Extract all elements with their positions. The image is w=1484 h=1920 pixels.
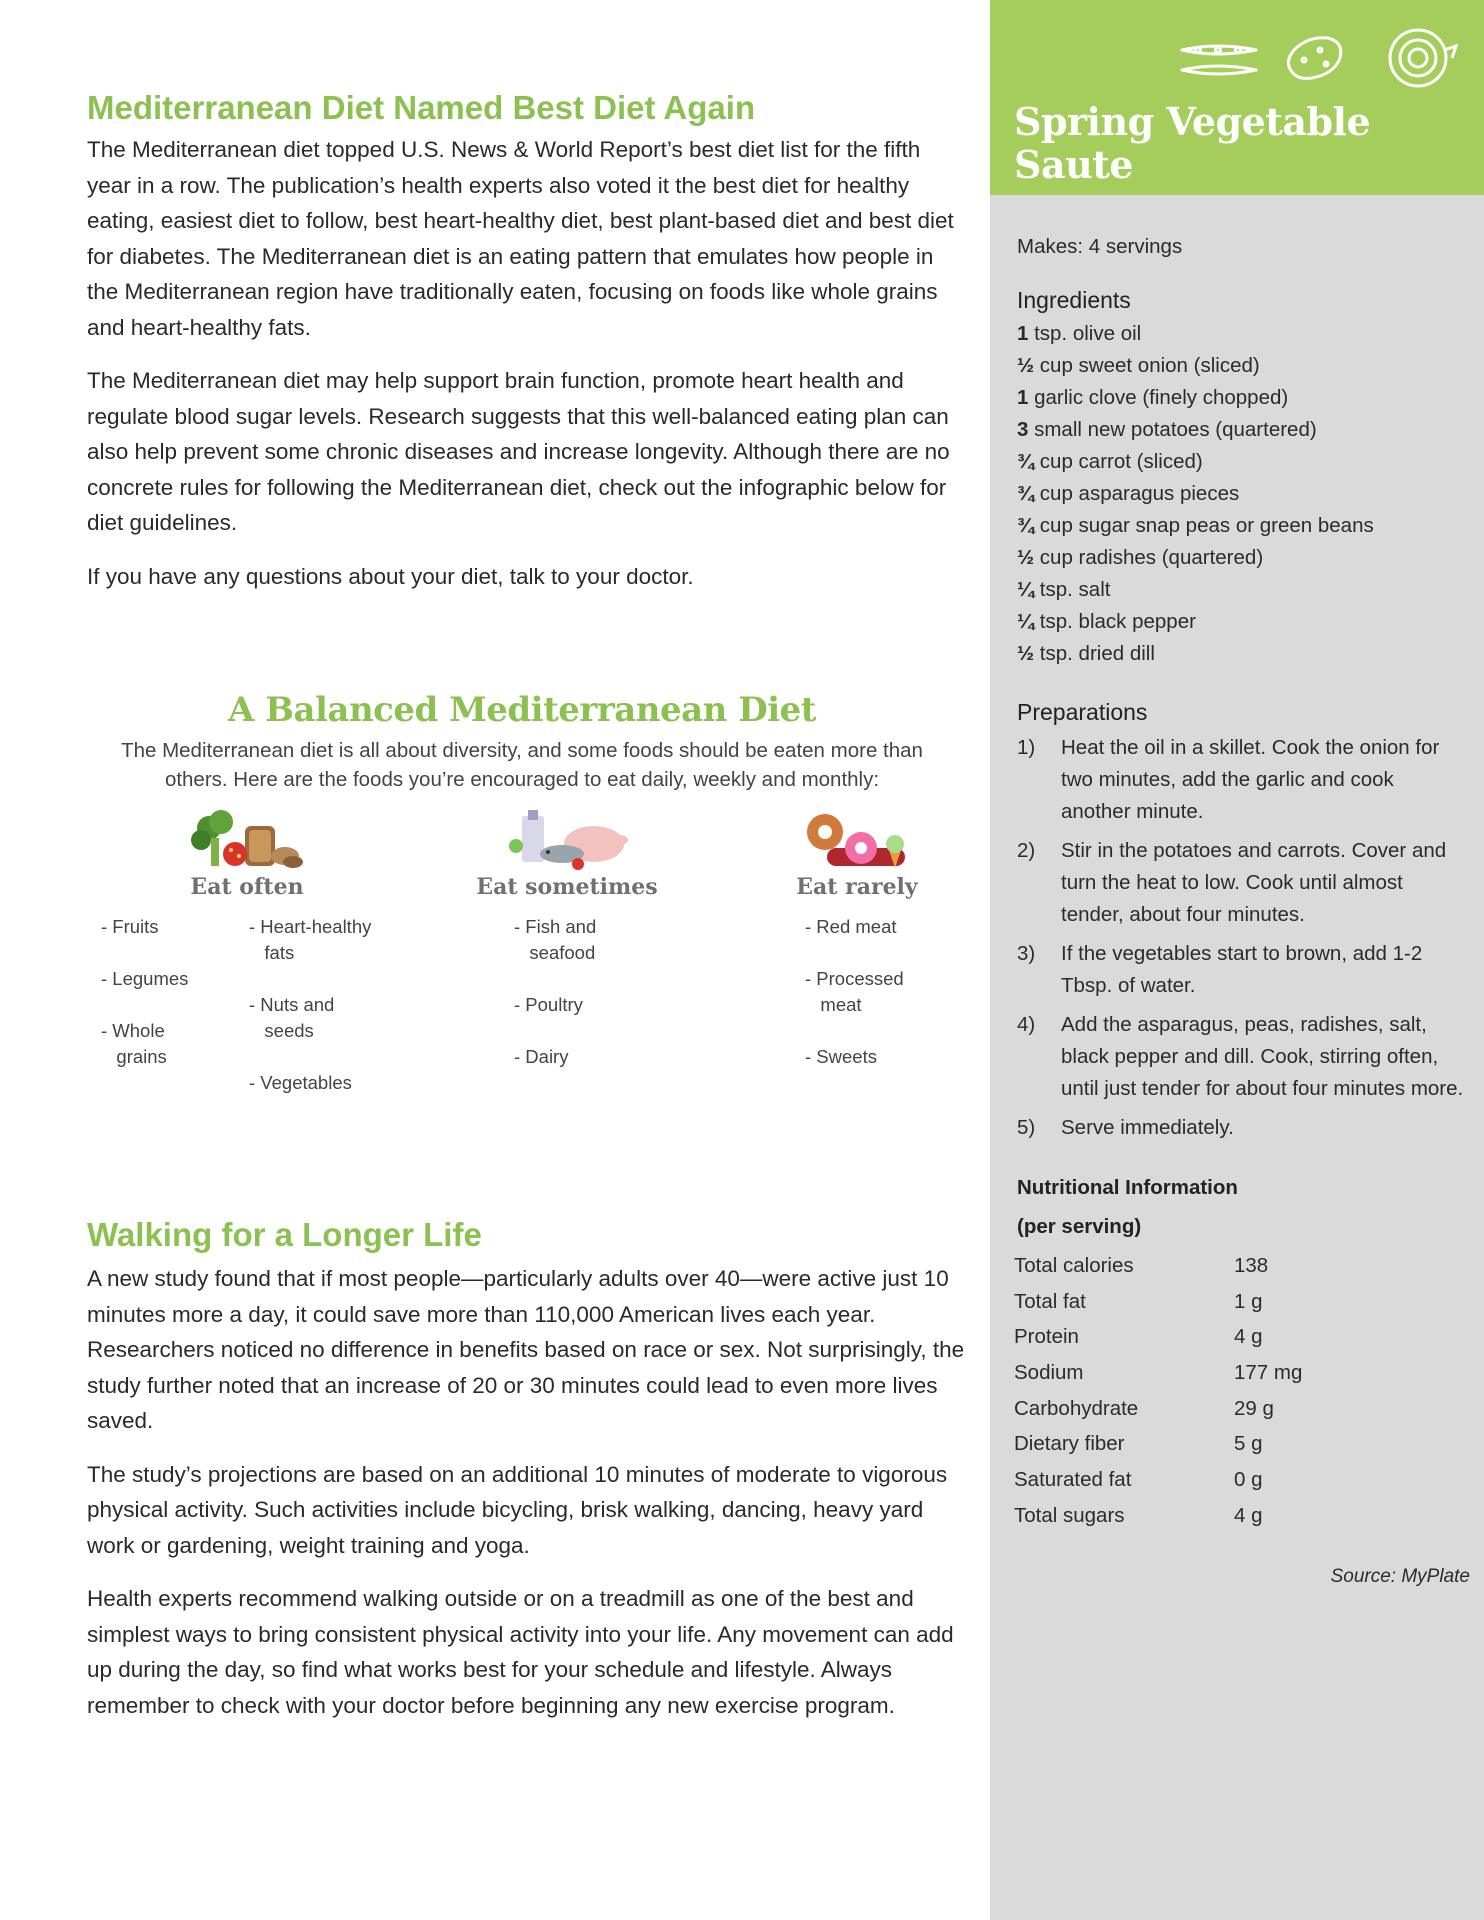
ingredient-qty: ¾ — [1017, 482, 1035, 505]
recipe-header — [990, 0, 1484, 195]
ingredient-text: tsp. dried dill — [1034, 642, 1155, 665]
eat-rarely-heading: Eat rarely — [796, 874, 918, 900]
ingredient-text: tsp. olive oil — [1028, 322, 1142, 345]
nutrition-subheading: (per serving) — [1017, 1215, 1142, 1238]
ingredient-item — [1017, 414, 1467, 446]
article-title: Mediterranean Diet Named Best Diet Again — [87, 89, 756, 126]
preparation-step — [1017, 732, 1467, 828]
food-list-item: fats — [249, 942, 295, 963]
step-number: 3) — [1017, 942, 1036, 965]
nutrition-label: Carbohydrate — [1014, 1396, 1139, 1420]
ingredient-item — [1017, 478, 1467, 510]
step-number: 1) — [1017, 736, 1036, 759]
ingredient-item — [1017, 638, 1467, 670]
recipe-sidebar — [990, 0, 1484, 1920]
ingredient-text: tsp. salt — [1034, 578, 1111, 601]
step-text: Heat the oil in a skillet. Cook the onion for two minutes, add the garlic and cook another minute. — [1061, 736, 1440, 823]
ingredient-qty: ½ — [1017, 642, 1035, 665]
nutrition-block — [1014, 1168, 1467, 1534]
nutrition-value: 138 — [1234, 1253, 1269, 1277]
preparation-step — [1017, 1112, 1467, 1144]
ingredient-item — [1017, 606, 1467, 638]
ingredient-qty: ¾ — [1017, 514, 1035, 537]
nutrition-label: Protein — [1014, 1325, 1079, 1349]
produce-bread-icon — [187, 810, 307, 872]
food-list-item: seeds — [249, 1020, 314, 1041]
food-list-item: - Dairy — [514, 1046, 569, 1067]
article-paragraph: Health experts recommend walking outside or on a treadmill as one of the best and simplest ways to bring consistent physical activity into your life. Any movement can add up during the day, so find what works best for your schedule and lifestyle. Always remember to check with your doctor before beginning any new exercise program. — [87, 1586, 954, 1718]
article-paragraph: If you have any questions about your diet, talk to your doctor. — [87, 563, 694, 589]
ingredient-qty: 1 — [1017, 322, 1029, 345]
step-number: 2) — [1017, 839, 1036, 862]
step-text: Add the asparagus, peas, radishes, salt, black pepper and dill. Cook, stirring often, until just tender for about four minutes more. — [1061, 1013, 1464, 1100]
food-list-item: - Sweets — [805, 1046, 877, 1067]
ingredient-text: cup radishes (quartered) — [1034, 546, 1264, 569]
food-list-item — [101, 992, 188, 1018]
article-walking — [87, 1215, 967, 1723]
nutrition-value: 4 g — [1234, 1325, 1263, 1349]
fish-poultry-icon — [502, 810, 632, 872]
eat-sometimes-list — [514, 914, 596, 1070]
ingredient-text: cup sugar snap peas or green beans — [1034, 514, 1374, 537]
nutrition-label: Saturated fat — [1014, 1467, 1132, 1491]
sweets-meat-icon — [797, 810, 917, 872]
preparations-list — [1017, 732, 1467, 1144]
nutrition-row — [1014, 1498, 1302, 1534]
food-list-item: - Fruits — [101, 916, 159, 937]
ingredient-qty: ¼ — [1017, 578, 1035, 601]
ingredient-qty: ¾ — [1017, 450, 1035, 473]
recipe-source: Source: MyPlate — [1330, 1565, 1470, 1587]
food-list-item: grains — [101, 1046, 167, 1067]
nutrition-value: 5 g — [1234, 1432, 1263, 1456]
nutrition-table — [1014, 1248, 1302, 1534]
food-list-item: - Fish and — [514, 916, 597, 937]
eat-often-list-a — [101, 914, 188, 1070]
eat-often-column — [167, 810, 327, 900]
eat-sometimes-column — [467, 810, 667, 900]
nutrition-label: Sodium — [1014, 1360, 1084, 1384]
step-text: Serve immediately. — [1061, 1116, 1234, 1139]
article-paragraph: A new study found that if most people—particularly adults over 40—were active just 10 minutes more a day, it could save more than 110,000 American lives each year. Researchers noticed no difference in benefits based on race or sex. Not surprisingly, the study further noted that an increase of 20 or 30 minutes could lead to even more lives saved. — [87, 1266, 965, 1433]
nutrition-value: 1 g — [1234, 1289, 1263, 1313]
ingredient-text: cup sweet onion (sliced) — [1034, 354, 1260, 377]
pea-pod-icon — [1178, 40, 1260, 82]
nutrition-label: Total sugars — [1014, 1503, 1125, 1527]
ingredient-item — [1017, 350, 1467, 382]
ingredients-heading: Ingredients — [1017, 287, 1131, 313]
nutrition-row — [1014, 1319, 1302, 1355]
ingredients-list — [1017, 318, 1467, 670]
nutrition-row — [1014, 1426, 1302, 1462]
step-text: If the vegetables start to brown, add 1-2 Tbsp. of water. — [1061, 942, 1423, 997]
ingredient-qty: ¼ — [1017, 610, 1035, 633]
food-list-item: - Heart-healthy — [249, 916, 372, 937]
food-list-item — [514, 966, 596, 992]
food-list-item — [805, 940, 904, 966]
recipe-title-line: Spring Vegetable — [1014, 99, 1371, 144]
ingredient-item — [1017, 318, 1467, 350]
article-paragraph: The study’s projections are based on an additional 10 minutes of moderate to vigorous physical activity. Such activities include bicycling, brisk walking, dancing, heavy yard work or gardening, weight training and yoga. — [87, 1461, 948, 1558]
step-text: Stir in the potatoes and carrots. Cover and turn the heat to low. Cook until almost tender, about four minutes. — [1061, 839, 1447, 926]
diet-infographic — [87, 690, 957, 1093]
nutrition-row — [1014, 1462, 1302, 1498]
nutrition-value: 177 mg — [1234, 1360, 1303, 1384]
nutrition-row — [1014, 1284, 1302, 1320]
eat-often-list-b — [249, 914, 371, 1096]
preparation-step — [1017, 1009, 1467, 1105]
nutrition-value: 0 g — [1234, 1467, 1263, 1491]
eat-rarely-list — [805, 914, 904, 1070]
nutrition-label: Total calories — [1014, 1253, 1134, 1277]
ingredient-qty: 1 — [1017, 386, 1029, 409]
ingredient-text: small new potatoes (quartered) — [1028, 418, 1317, 441]
food-list-item: - Red meat — [805, 916, 897, 937]
infographic-title: A Balanced Mediterranean Diet — [228, 690, 816, 730]
nutrition-heading: Nutritional Information — [1017, 1176, 1238, 1199]
food-list-item: - Whole — [101, 1020, 165, 1041]
food-list-item: - Nuts and — [249, 994, 335, 1015]
food-list-item: - Poultry — [514, 994, 583, 1015]
infographic-subtitle: The Mediterranean diet is all about diversity, and some foods should be eaten more than others. Here are the foods you’re encouraged to eat daily, weekly and monthly: — [121, 739, 923, 791]
ingredient-qty: ½ — [1017, 546, 1035, 569]
ingredient-item — [1017, 446, 1467, 478]
food-list-item — [101, 940, 188, 966]
ingredient-item — [1017, 510, 1467, 542]
food-list-item: - Vegetables — [249, 1072, 352, 1093]
recipe-title-line: Saute — [1014, 142, 1133, 187]
ingredient-text: cup carrot (sliced) — [1034, 450, 1203, 473]
preparations-heading: Preparations — [1017, 699, 1148, 725]
nutrition-value: 29 g — [1234, 1396, 1274, 1420]
food-list-item — [249, 1044, 371, 1070]
nutrition-row — [1014, 1391, 1302, 1427]
onion-slice-icon — [1386, 26, 1458, 90]
preparation-step — [1017, 835, 1467, 931]
article-title: Walking for a Longer Life — [87, 1216, 482, 1253]
food-list-item: seafood — [514, 942, 596, 963]
step-number: 4) — [1017, 1013, 1036, 1036]
nutrition-row — [1014, 1355, 1302, 1391]
food-list-item: - Processed — [805, 968, 904, 989]
eat-often-heading: Eat often — [190, 874, 304, 900]
food-list-item — [249, 966, 371, 992]
article-paragraph: The Mediterranean diet topped U.S. News & World Report’s best diet list for the fifth year in a row. The publication’s health experts also voted it the best diet for healthy eating, easiest diet to follow, best heart-healthy diet, best plant-based diet and best diet for diabetes. The Mediterranean diet is an eating pattern that emulates how people in the Mediterranean region have traditionally eaten, focusing on foods like whole grains and heart-healthy fats. — [87, 137, 954, 340]
recipe-servings: Makes: 4 servings — [1017, 235, 1183, 258]
recipe-body — [1014, 228, 1470, 1588]
ingredient-item — [1017, 382, 1467, 414]
ingredient-item — [1017, 574, 1467, 606]
eat-rarely-column — [777, 810, 937, 900]
ingredient-qty: ½ — [1017, 354, 1035, 377]
nutrition-label: Total fat — [1014, 1289, 1086, 1313]
article-mediterranean — [87, 88, 967, 594]
food-list-item — [805, 1018, 904, 1044]
nutrition-row — [1014, 1248, 1302, 1284]
preparation-step — [1017, 938, 1467, 1002]
food-list-item — [514, 1018, 596, 1044]
nutrition-value: 4 g — [1234, 1503, 1263, 1527]
step-number: 5) — [1017, 1116, 1036, 1139]
potato-icon — [1282, 32, 1346, 84]
ingredient-text: garlic clove (finely chopped) — [1028, 386, 1289, 409]
ingredient-text: tsp. black pepper — [1034, 610, 1196, 633]
eat-sometimes-heading: Eat sometimes — [476, 874, 658, 900]
food-list-item: meat — [805, 994, 862, 1015]
ingredient-qty: 3 — [1017, 418, 1029, 441]
food-list-item: - Legumes — [101, 968, 189, 989]
nutrition-label: Dietary fiber — [1014, 1432, 1125, 1456]
ingredient-text: cup asparagus pieces — [1034, 482, 1240, 505]
recipe-title — [1014, 100, 1370, 186]
ingredient-item — [1017, 542, 1467, 574]
article-paragraph: The Mediterranean diet may help support brain function, promote heart health and regulate blood sugar levels. Research suggests that this well-balanced eating plan can also help prevent some chronic diseases and increase longevity. Although there are no concrete rules for following the Mediterranean diet, check out the infographic below for diet guidelines. — [87, 368, 950, 535]
